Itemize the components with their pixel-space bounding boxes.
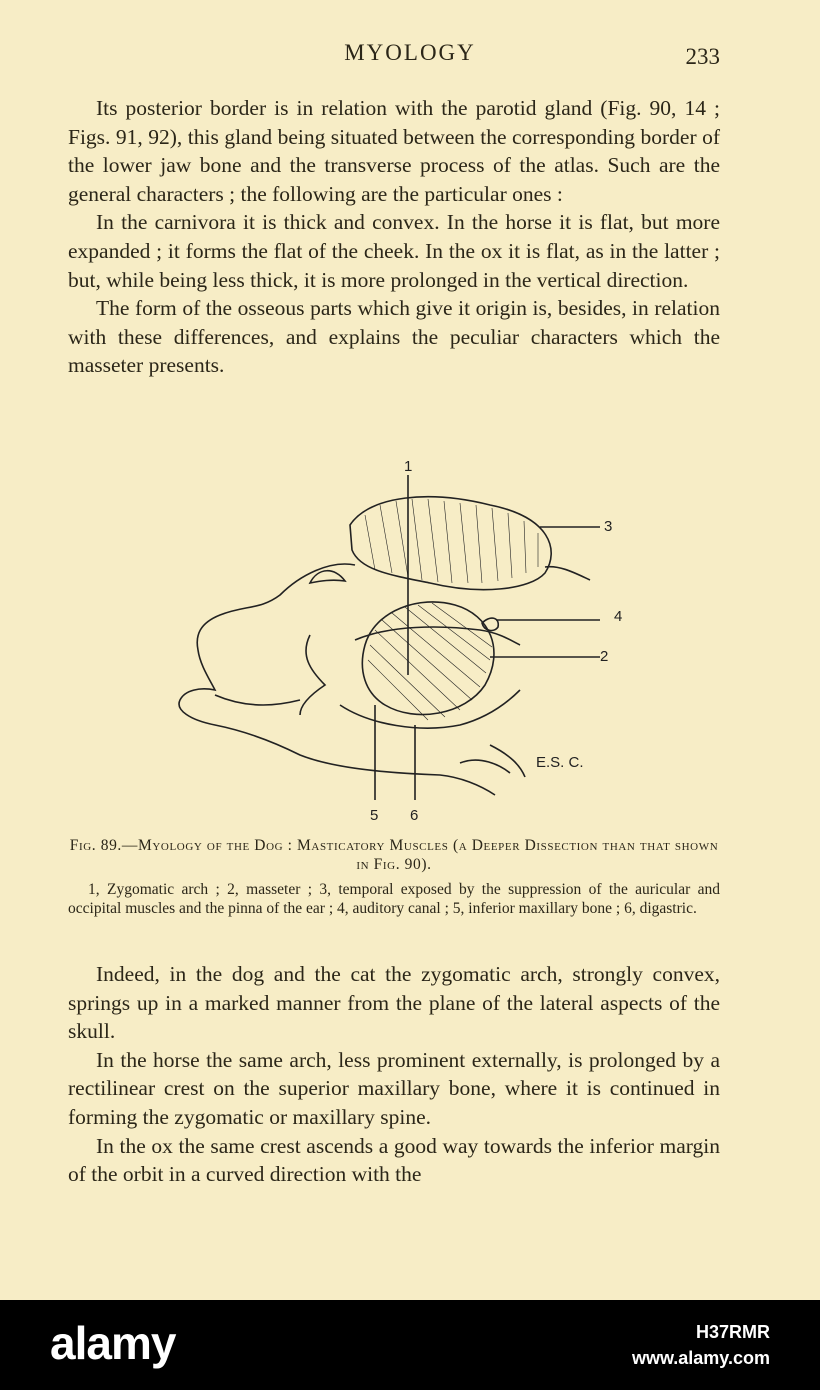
masseter-muscle <box>362 602 494 715</box>
paragraph: Its posterior border is in relation with the parotid gland (Fig. 90, 14 ; Figs. 91, 92), this gland being situated between the corresponding border of the lower jaw bone and the transverse process of the atlas. Such are the general characters ; the following are the particular ones : <box>68 96 720 206</box>
figure-label-1: 1 <box>404 458 413 475</box>
neck-outline <box>460 745 525 777</box>
text-block-bottom <box>68 960 720 1189</box>
figure-label-2: 2 <box>600 648 609 665</box>
eye <box>310 571 345 583</box>
legend-text: 1, Zygomatic arch ; 2, masseter ; 3, temporal exposed by the suppression of the auricular and occipital muscles and the pinna of the ear ; 4, auditory canal ; 5, inferior maxillary bone ; 6, digastric. <box>68 881 720 917</box>
paragraph: In the horse the same arch, less prominent externally, is prolonged by a rectilinear crest on the superior maxillary bone, where it is continued in forming the zygomatic or maxillary spine. <box>68 1047 720 1129</box>
figure-caption <box>68 836 720 874</box>
figure-label-5: 5 <box>370 807 379 824</box>
paragraph: The form of the osseous parts which give it origin is, besides, in relation with these differences, and explains the peculiar characters which the masseter presents. <box>68 296 720 378</box>
paragraph: In the ox the same crest ascends a good way towards the inferior margin of the orbit in a curved direction with the <box>68 1133 720 1187</box>
page-number: 233 <box>685 44 720 69</box>
jaw-outline <box>215 695 300 705</box>
paragraph: Indeed, in the dog and the cat the zygomatic arch, strongly convex, springs up in a marked manner from the plane of the lateral aspects of the skull. <box>68 962 720 1044</box>
illustration-svg <box>160 455 640 835</box>
dog-head-illustration <box>160 455 640 835</box>
temporal-muscle <box>350 497 551 590</box>
running-title: MYOLOGY <box>344 40 476 65</box>
head-outline <box>179 564 495 795</box>
artist-signature: E.S. C. <box>536 754 584 771</box>
paragraph: In the carnivora it is thick and convex. In the horse it is flat, but more expanded ; it forms the flat of the cheek. In the ox it is flat, as in the latter ; but, while being less thick, it is more prolonged in the vertical direction. <box>68 210 720 292</box>
caption-title: —Myology of the Dog : Masticatory Muscles (a Deeper Dissection than that shown in Fig. 90). <box>121 837 719 873</box>
figure-label-4: 4 <box>614 608 623 625</box>
lower-jaw <box>340 690 520 728</box>
ear-region <box>545 567 590 580</box>
figure-label-3: 3 <box>604 518 613 535</box>
figure-legend <box>68 880 720 918</box>
cheek-outline <box>300 635 325 715</box>
caption-figure-number: Fig. 89. <box>69 837 122 854</box>
text-block-top <box>68 94 720 380</box>
alamy-logo: alamy <box>50 1317 176 1369</box>
image-id: H37RMR <box>695 1322 770 1342</box>
figure-label-6: 6 <box>410 807 419 824</box>
watermark-url: www.alamy.com <box>631 1348 770 1368</box>
